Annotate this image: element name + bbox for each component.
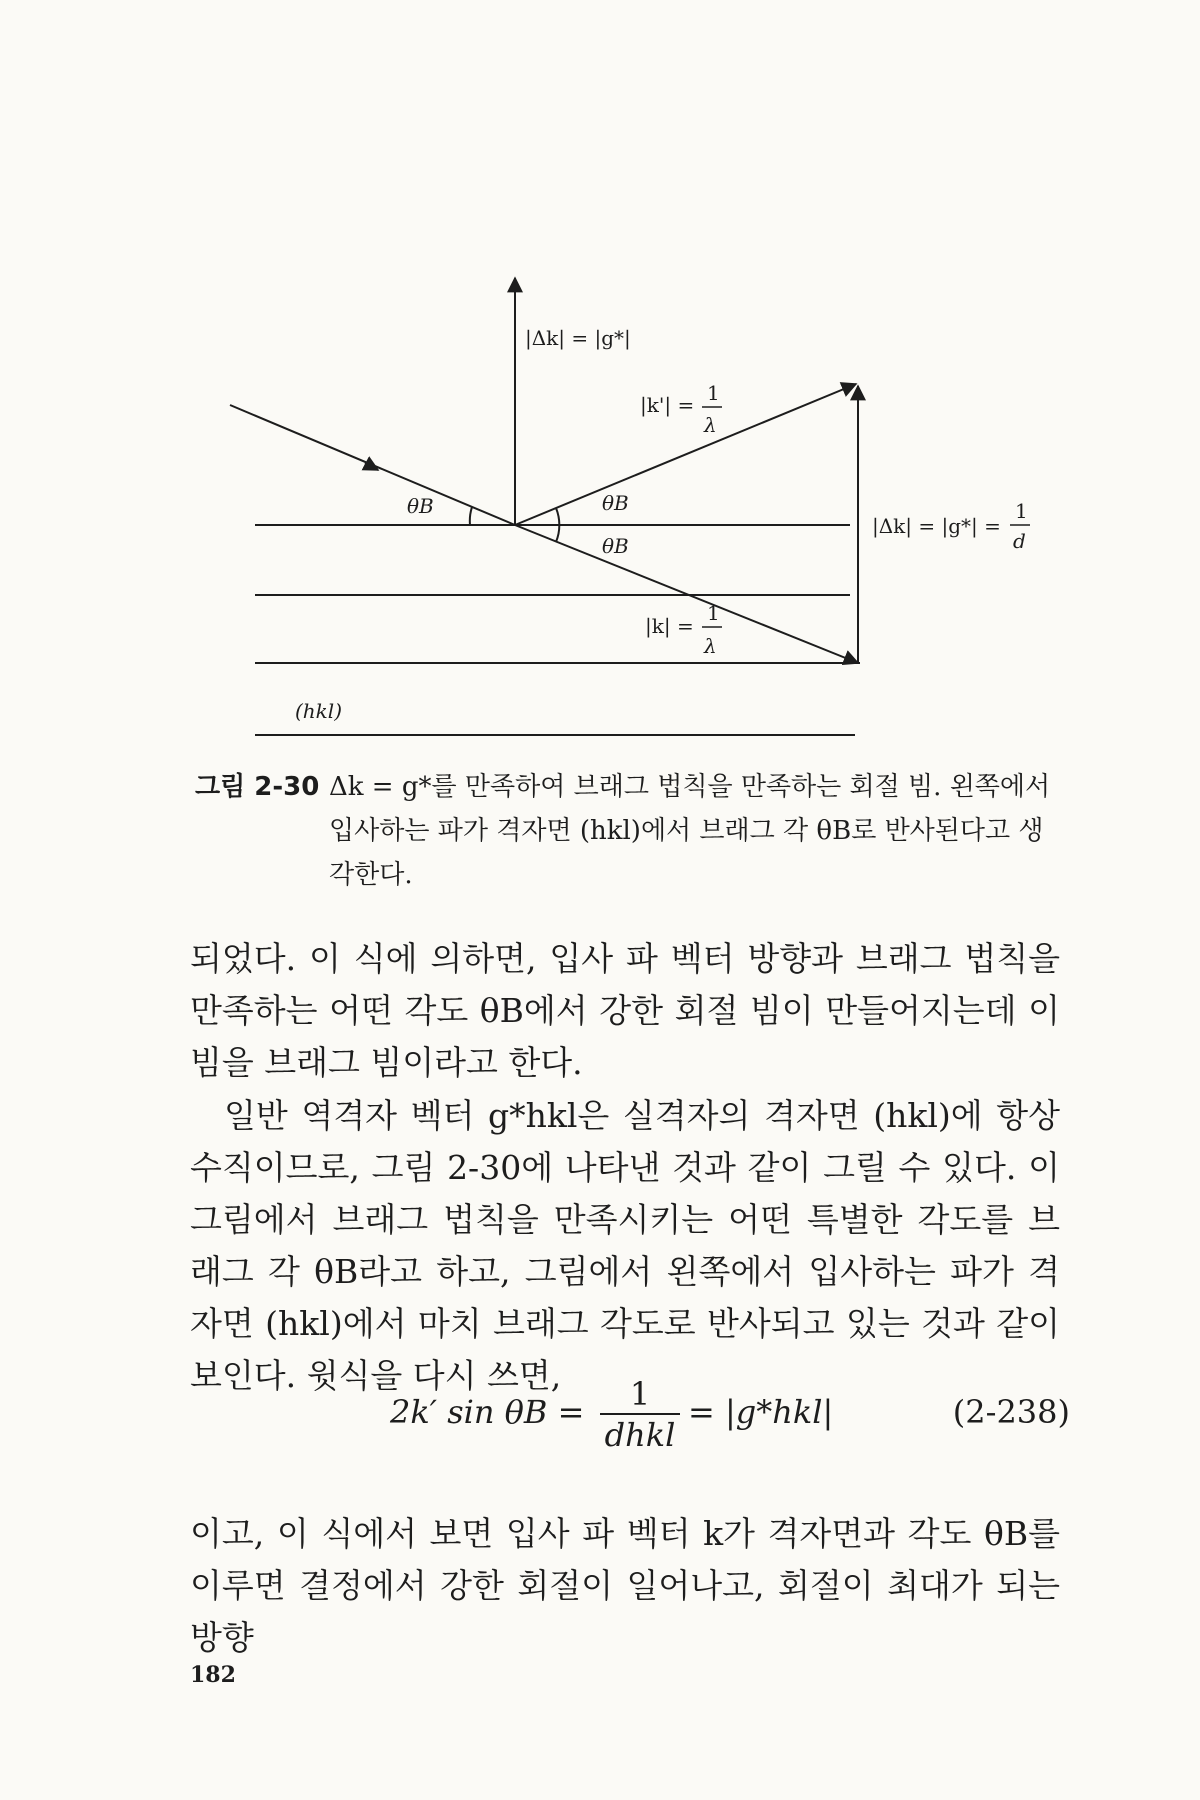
paragraph-1: 되었다. 이 식에 의하면, 입사 파 벡터 방향과 브래그 법칙을 만족하는 어떤 각도 θB에서 강한 회절 빔이 만들어지는데 이 빔을 브래그 빔이라고 한다. xyxy=(190,939,1060,1082)
k-frac-lambda: λ xyxy=(704,634,717,658)
k-prime-label: |k'| = xyxy=(640,393,695,417)
equation-number: (2-238) xyxy=(952,1393,1070,1431)
theta-arc-left xyxy=(470,507,472,525)
paragraph-2: 일반 역격자 벡터 g*hkl은 실격자의 격자면 (hkl)에 항상 수직이므로, 그림 2-30에 나타낸 것과 같이 그릴 수 있다. 이 그림에서 브래그 법칙을 만족시키는 어떤 특별한 각도를 브래그 각 θB라고 하고, 그림에서 왼쪽에서 입사하는 파가 격자면 (hkl)에서 마치 브래그 각도로 반사되고 있는 것과 같이 보인다. 윗식을 다시 쓰면, xyxy=(190,1096,1060,1395)
right-frac-d: d xyxy=(1013,529,1026,553)
figure-caption xyxy=(195,765,1065,897)
equation-rhs: = |g*hkl| xyxy=(688,1393,834,1431)
equation-denominator: dhkl xyxy=(604,1416,676,1454)
caption-text: Δk = g*를 만족하여 브래그 법칙을 만족하는 회절 빔. 왼쪽에서 입사하는 파가 격자면 (hkl)에서 브래그 각 θB로 반사된다고 생각한다. xyxy=(329,772,1051,890)
equation-lhs: 2k′ sin θB = xyxy=(390,1393,585,1431)
delta-k-top-label: |Δk| = |g*| xyxy=(525,326,631,350)
caption-label: 그림 2-30 xyxy=(195,772,320,802)
k-prime-frac-lambda: λ xyxy=(704,413,717,437)
bragg-diagram xyxy=(0,0,1200,760)
delta-k-right-label: |Δk| = |g*| = xyxy=(872,514,1001,538)
equation-fraction xyxy=(600,1375,680,1455)
k-frac-one: 1 xyxy=(707,601,720,625)
theta-label-left: θB xyxy=(407,494,434,518)
theta-label-right-lower: θB xyxy=(602,534,629,558)
page-number: 182 xyxy=(190,1662,236,1688)
incident-beam xyxy=(230,405,515,525)
paragraph-3: 이고, 이 식에서 보면 입사 파 벡터 k가 격자면과 각도 θB를 이루면 결정에서 강한 회절이 일어나고, 회절이 최대가 되는 방향 xyxy=(190,1514,1060,1657)
theta-label-right-upper: θB xyxy=(602,491,629,515)
hkl-label: (hkl) xyxy=(295,699,343,723)
k-prime-frac-one: 1 xyxy=(707,381,720,405)
equation-numerator: 1 xyxy=(629,1375,651,1413)
equation-2-238 xyxy=(390,1375,1070,1455)
right-frac-one: 1 xyxy=(1015,499,1028,523)
k-label: |k| = xyxy=(645,614,694,638)
